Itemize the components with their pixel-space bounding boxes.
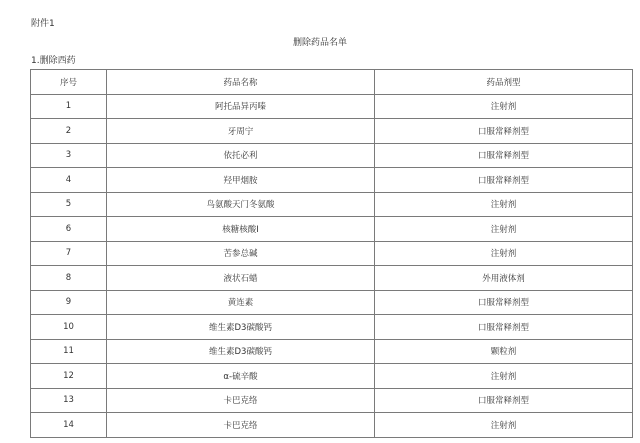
cell-dosage-form: 口服常释剂型 xyxy=(375,290,633,315)
cell-serial-number: 2 xyxy=(31,119,107,144)
table-row xyxy=(31,217,633,242)
table-row xyxy=(31,364,633,389)
cell-drug-name: 羟甲烟胺 xyxy=(107,168,375,193)
cell-drug-name: 牙周宁 xyxy=(107,119,375,144)
cell-drug-name: 维生素D3碳酸钙 xyxy=(107,315,375,340)
cell-dosage-form: 口服常释剂型 xyxy=(375,315,633,340)
cell-dosage-form: 注射剂 xyxy=(375,413,633,438)
cell-dosage-form: 注射剂 xyxy=(375,94,633,119)
drug-table-container xyxy=(30,69,632,438)
cell-dosage-form: 口服常释剂型 xyxy=(375,168,633,193)
cell-dosage-form: 外用液体剂 xyxy=(375,266,633,291)
cell-drug-name: 核糖核酸Ⅰ xyxy=(107,217,375,242)
cell-drug-name: 液状石蜡 xyxy=(107,266,375,291)
cell-dosage-form: 口服常释剂型 xyxy=(375,143,633,168)
cell-serial-number: 6 xyxy=(31,217,107,242)
table-row xyxy=(31,143,633,168)
cell-dosage-form: 注射剂 xyxy=(375,241,633,266)
table-row xyxy=(31,413,633,438)
cell-serial-number: 7 xyxy=(31,241,107,266)
section-label: 1.删除西药 xyxy=(31,56,76,66)
cell-drug-name: 依托必利 xyxy=(107,143,375,168)
cell-serial-number: 13 xyxy=(31,388,107,413)
cell-drug-name: 维生素D3碳酸钙 xyxy=(107,339,375,364)
cell-serial-number: 3 xyxy=(31,143,107,168)
table-row xyxy=(31,290,633,315)
cell-serial-number: 10 xyxy=(31,315,107,340)
cell-serial-number: 12 xyxy=(31,364,107,389)
cell-drug-name: α-硫辛酸 xyxy=(107,364,375,389)
table-row xyxy=(31,388,633,413)
cell-dosage-form: 口服常释剂型 xyxy=(375,388,633,413)
cell-serial-number: 1 xyxy=(31,94,107,119)
table-header-row xyxy=(31,70,633,95)
table-row xyxy=(31,266,633,291)
header-drug-name: 药品名称 xyxy=(107,70,375,95)
cell-dosage-form: 注射剂 xyxy=(375,364,633,389)
cell-dosage-form: 口服常释剂型 xyxy=(375,119,633,144)
cell-drug-name: 苦参总碱 xyxy=(107,241,375,266)
cell-drug-name: 鸟氨酸天门冬氨酸 xyxy=(107,192,375,217)
cell-drug-name: 卡巴克络 xyxy=(107,388,375,413)
table-row xyxy=(31,168,633,193)
table-row xyxy=(31,94,633,119)
table-row xyxy=(31,192,633,217)
cell-serial-number: 11 xyxy=(31,339,107,364)
table-row xyxy=(31,119,633,144)
table-row xyxy=(31,339,633,364)
header-dosage-form: 药品剂型 xyxy=(375,70,633,95)
header-serial-number: 序号 xyxy=(31,70,107,95)
cell-dosage-form: 颗粒剂 xyxy=(375,339,633,364)
cell-drug-name: 阿托品异丙嗪 xyxy=(107,94,375,119)
table-row xyxy=(31,315,633,340)
cell-serial-number: 9 xyxy=(31,290,107,315)
cell-serial-number: 8 xyxy=(31,266,107,291)
cell-serial-number: 4 xyxy=(31,168,107,193)
cell-serial-number: 14 xyxy=(31,413,107,438)
cell-drug-name: 黄连素 xyxy=(107,290,375,315)
cell-serial-number: 5 xyxy=(31,192,107,217)
table-row xyxy=(31,241,633,266)
cell-dosage-form: 注射剂 xyxy=(375,217,633,242)
attachment-label: 附件1 xyxy=(31,19,55,29)
cell-drug-name: 卡巴克络 xyxy=(107,413,375,438)
cell-dosage-form: 注射剂 xyxy=(375,192,633,217)
document-title: 删除药品名单 xyxy=(292,38,347,48)
deleted-drugs-table xyxy=(30,69,633,438)
